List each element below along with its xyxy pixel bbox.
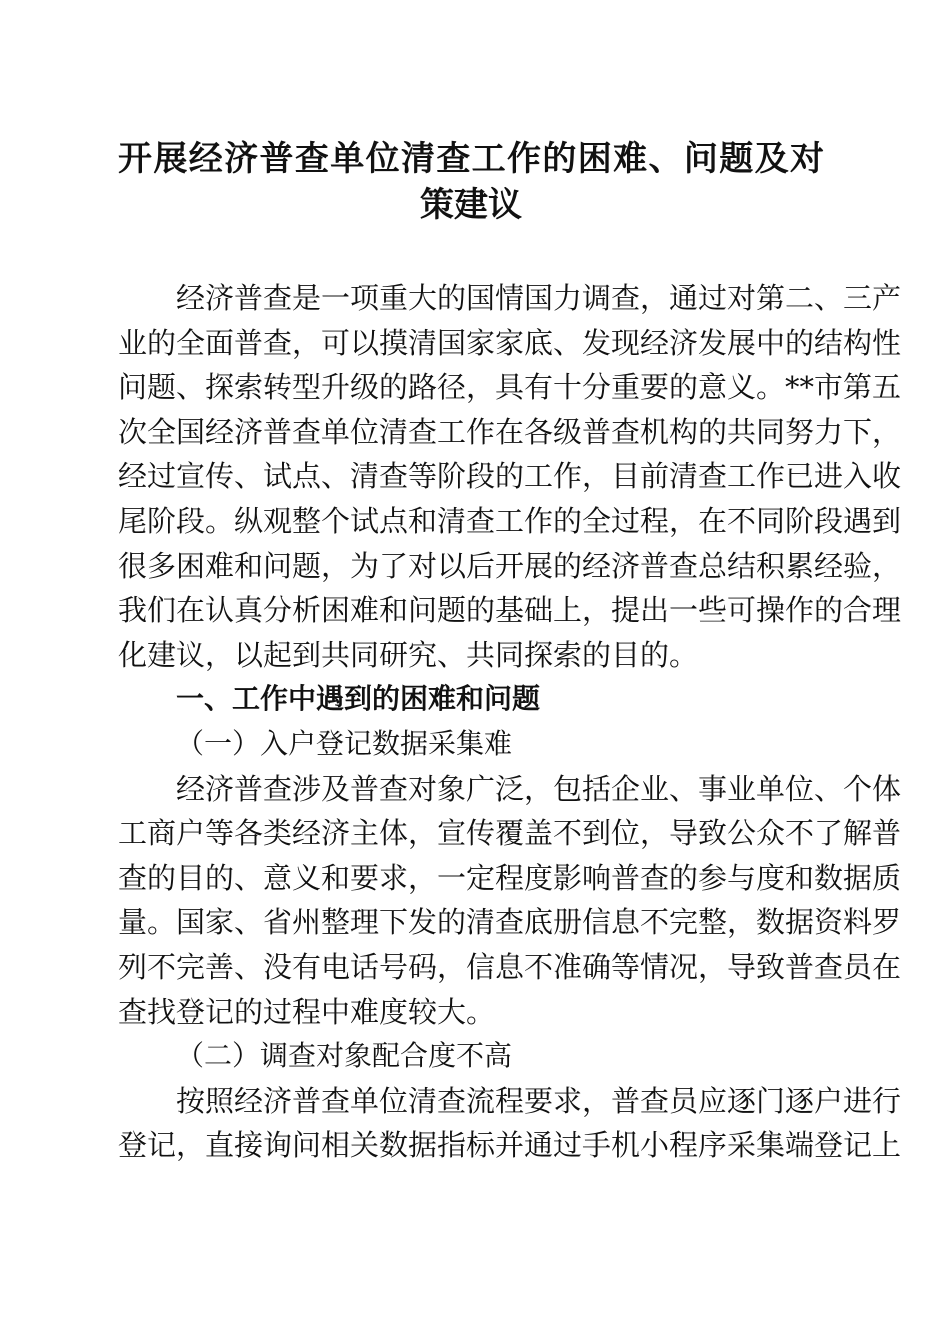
text-line: 尾阶段。纵观整个试点和清查工作的全过程，在不同阶段遇到 (118, 503, 902, 538)
text-line: 很多困难和问题，为了对以后开展的经济普查总结积累经验， (118, 548, 902, 583)
title-line-2: 策建议 (420, 185, 522, 225)
subsection-2-paragraph (118, 1079, 902, 1168)
intro-paragraph (118, 276, 902, 677)
document-body (118, 276, 902, 1168)
text-line: 问题、探索转型升级的路径，具有十分重要的意义。**市第五 (118, 370, 902, 405)
section-heading: 一、工作中遇到的困难和问题 (176, 682, 541, 716)
subsection-heading: （一）入户登记数据采集难 (176, 726, 513, 760)
text-line: 经过宣传、试点、清查等阶段的工作，目前清查工作已进入收 (118, 459, 902, 494)
document-title (118, 136, 824, 228)
title-line-1: 开展经济普查单位清查工作的困难、问题及对 (118, 139, 824, 179)
subsection-1-paragraph (118, 767, 902, 1035)
text-line: 查找登记的过程中难度较大。 (118, 994, 496, 1029)
text-line: 业的全面普查，可以摸清国家家底、发现经济发展中的结构性 (118, 325, 902, 360)
text-line: 登记，直接询问相关数据指标并通过手机小程序采集端登记上 (118, 1128, 902, 1163)
text-line: 量。国家、省州整理下发的清查底册信息不完整，数据资料罗 (118, 905, 902, 940)
text-line: 次全国经济普查单位清查工作在各级普查机构的共同努力下， (118, 414, 902, 449)
text-line: 工商户等各类经济主体，宣传覆盖不到位，导致公众不了解普 (118, 816, 902, 851)
text-line: 我们在认真分析困难和问题的基础上，提出一些可操作的合理 (118, 593, 902, 628)
subsection-heading: （二）调查对象配合度不高 (176, 1039, 513, 1073)
text-line: 列不完善、没有电话号码，信息不准确等情况，导致普查员在 (118, 949, 902, 984)
text-line: 查的目的、意义和要求，一定程度影响普查的参与度和数据质 (118, 860, 902, 895)
text-line: 经济普查涉及普查对象广泛，包括企业、事业单位、个体 (176, 771, 902, 806)
text-line: 按照经济普查单位清查流程要求，普查员应逐门逐户进行 (176, 1083, 902, 1118)
text-line: 化建议，以起到共同研究、共同探索的目的。 (118, 637, 699, 672)
text-line: 经济普查是一项重大的国情国力调查，通过对第二、三产 (176, 281, 902, 315)
